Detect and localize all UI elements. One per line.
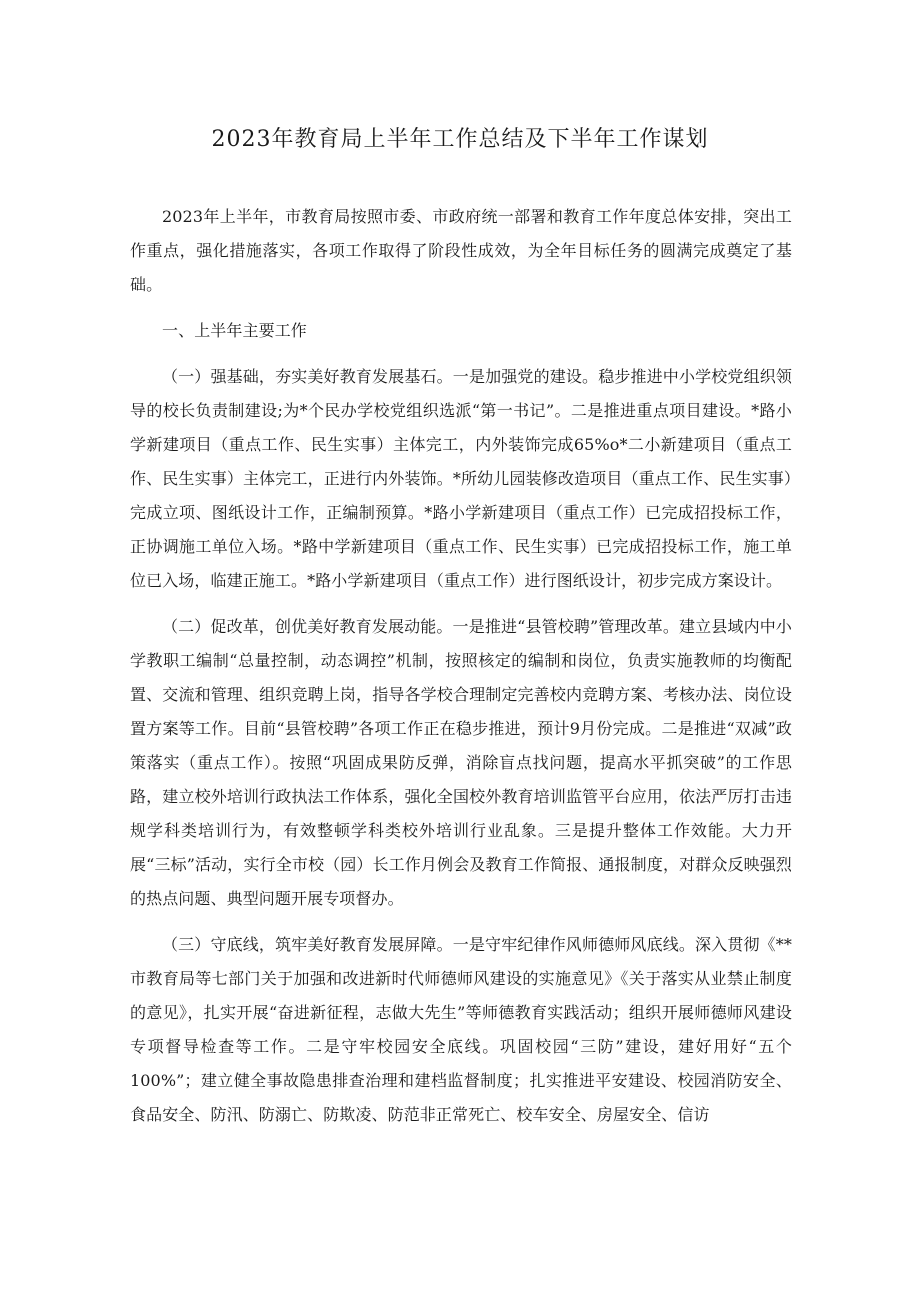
intro-paragraph: 2023年上半年，市教育局按照市委、市政府统一部署和教育工作年度总体安排，突出工作重点，强化措施落实，各项工作取得了阶段性成效，为全年目标任务的圆满完成奠定了基础。 xyxy=(130,207,792,294)
paragraph-2: （二）促改革，创优美好教育发展动能。一是推进“县管校聘”管理改革。建立县域内中小学教职工编制“总量控制，动态调控”机制，按照核定的编制和岗位，负责实施教师的均衡配置、交流和管理、组织竞聘上岗，指导各学校合理制定完善校内竞聘方案、考核办法、岗位设置方案等工作。目前“县管校聘”各项工作正在稳步推进，预计9月份完成。二是推进“双减”政策落实（重点工作）。按照“巩固成果防反弹，消除盲点找问题，提高水平抓突破”的工作思路，建立校外培训行政执法工作体系，强化全国校外教育培训监管平台应用，依法严厉打击违规学科类培训行为，有效整顿学科类校外培训行业乱象。三是提升整体工作效能。大力开展“三标”活动，实行全市校（园）长工作月例会及教育工作简报、通报制度，对群众反映强烈的热点问题、典型问题开展专项督办。 xyxy=(130,617,792,908)
document-body xyxy=(130,200,792,1144)
paragraph-3: （三）守底线，筑牢美好教育发展屏障。一是守牢纪律作风师德师风底线。深入贯彻《**市教育局等七部门关于加强和改进新时代师德师风建设的实施意见》《关于落实从业禁止制度的意见》，扎实开展“奋进新征程，志做大先生”等师德教育实践活动；组织开展师德师风建设专项督导检查等工作。二是守牢校园安全底线。巩固校园“三防”建设，建好用好“五个100%”；建立健全事故隐患排查治理和建档监督制度；扎实推进平安建设、校园消防安全、食品安全、防汛、防溺亡、防欺凌、防范非正常死亡、校车安全、房屋安全、信访 xyxy=(130,935,792,1124)
document-title: 2023年教育局上半年工作总结及下半年工作谋划 xyxy=(211,127,709,152)
paragraph-1: （一）强基础，夯实美好教育发展基石。一是加强党的建设。稳步推进中小学校党组织领导的校长负责制建设;为*个民办学校党组织选派“第一书记”。二是推进重点项目建设。*路小学新建项目（重点工作、民生实事）主体完工，内外装饰完成65%o*二小新建项目（重点工作、民生实事）主体完工，正进行内外装饰。*所幼儿园装修改造项目（重点工作、民生实事）完成立项、图纸设计工作，正编制预算。*路小学新建项目（重点工作）已完成招投标工作，正协调施工单位入场。*路中学新建项目（重点工作、民生实事）已完成招投标工作，施工单位已入场，临建正施工。*路小学新建项目（重点工作）进行图纸设计，初步完成方案设计。 xyxy=(130,367,792,590)
section-heading: 一、上半年主要工作 xyxy=(162,321,307,340)
